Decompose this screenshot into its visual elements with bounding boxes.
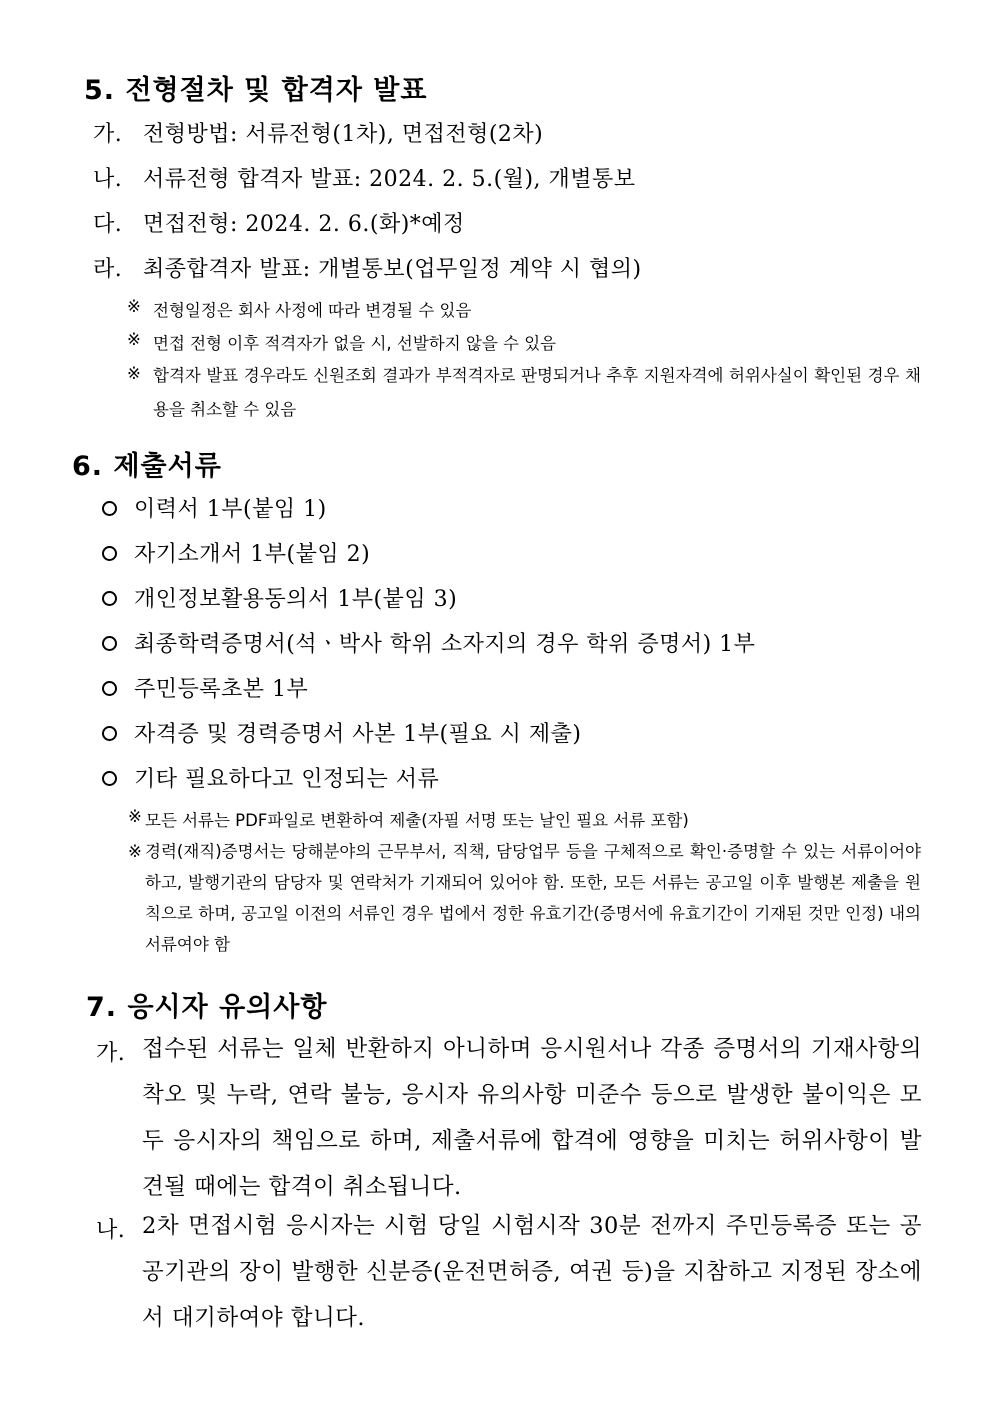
circle-bullet-icon bbox=[102, 726, 117, 741]
note-text: 모든 서류는 PDF파일로 변환하여 제출(자필 서명 또는 날인 필요 서류 포함) bbox=[145, 811, 689, 830]
item-text: 접수된 서류는 일체 반환하지 아니하며 응시원서나 각종 증명서의 기재사항의 착오 및 누락, 연락 불능, 응시자 유의사항 미준수 등으로 발생한 불이익은 모두 응시자의 책임으로 하며, 제출서류에 합격에 영향을 미치는 허위사항이 발견될 때에는 합격이 취소됩니다. bbox=[142, 1036, 922, 1200]
note-marker: ※ bbox=[127, 364, 141, 383]
circle-bullet-icon bbox=[102, 591, 117, 606]
note-text: 경력(재직)증명서는 당해분야의 근무부서, 직책, 담당업무 등을 구체적으로 확인·증명할 수 있는 서류이어야 하고, 발행기관의 담당자 및 연락처가 기재되어 있어야 함. 또한, 모든 서류는 공고일 이후 발행본 제출을 원칙으로 하며, 공고일 이전의 서류인 경우 법에서 정한 유효기간(증명서에 유효기간이 기재된 것만 인정) 내의 서류여야 함 bbox=[145, 842, 921, 954]
document-label: 자격증 및 경력증명서 사본 1부(필요 시 제출) bbox=[134, 722, 582, 747]
note-text: 전형일정은 회사 사정에 따라 변경될 수 있음 bbox=[153, 301, 472, 320]
item-marker: 가. bbox=[93, 122, 123, 147]
circle-bullet-icon bbox=[102, 636, 117, 651]
item-text: 최종합격자 발표: 개별통보(업무일정 계약 시 협의) bbox=[143, 257, 642, 282]
item-marker: 나. bbox=[96, 1218, 126, 1243]
item-marker: 가. bbox=[96, 1041, 126, 1066]
document-label: 이력서 1부(붙임 1) bbox=[134, 497, 327, 522]
document-label: 자기소개서 1부(붙임 2) bbox=[134, 542, 371, 567]
document-label: 개인정보활용동의서 1부(붙임 3) bbox=[134, 587, 458, 612]
document-label: 기타 필요하다고 인정되는 서류 bbox=[134, 767, 440, 792]
document-label: 주민등록초본 1부 bbox=[134, 677, 309, 702]
circle-bullet-icon bbox=[102, 771, 117, 786]
item-marker: 다. bbox=[93, 212, 123, 237]
note-text: 합격자 발표 경우라도 신원조회 결과가 부적격자로 판명되거나 추후 지원자격에 허위사실이 확인된 경우 채용을 취소할 수 있음 bbox=[153, 366, 921, 419]
item-marker: 나. bbox=[93, 167, 123, 192]
item-text: 면접전형: 2024. 2. 6.(화)*예정 bbox=[143, 212, 465, 237]
item-text: 서류전형 합격자 발표: 2024. 2. 5.(월), 개별통보 bbox=[143, 167, 636, 192]
document-label: 최종학력증명서(석ㆍ박사 학위 소자지의 경우 학위 증명서) 1부 bbox=[134, 632, 756, 657]
item-text: 2차 면접시험 응시자는 시험 당일 시험시작 30분 전까지 주민등록증 또는 공공기관의 장이 발행한 신분증(운전면허증, 여권 등)을 지참하고 지정된 장소에서 대기하여야 합니다. bbox=[142, 1213, 922, 1331]
note-marker: ※ bbox=[127, 330, 141, 349]
section-6-heading: 6. 제출서류 bbox=[72, 451, 222, 482]
item-marker: 라. bbox=[93, 257, 123, 282]
note-marker: ※ bbox=[127, 297, 141, 316]
item-text: 전형방법: 서류전형(1차), 면접전형(2차) bbox=[143, 122, 544, 147]
circle-bullet-icon bbox=[102, 546, 117, 561]
note-marker: ※ bbox=[128, 807, 142, 826]
circle-bullet-icon bbox=[102, 681, 117, 696]
section-5-heading: 5. 전형절차 및 합격자 발표 bbox=[84, 75, 428, 106]
section-7-heading: 7. 응시자 유의사항 bbox=[86, 992, 328, 1023]
note-marker: ※ bbox=[128, 842, 142, 861]
note-text: 면접 전형 이후 적격자가 없을 시, 선발하지 않을 수 있음 bbox=[153, 334, 557, 353]
circle-bullet-icon bbox=[102, 501, 117, 516]
